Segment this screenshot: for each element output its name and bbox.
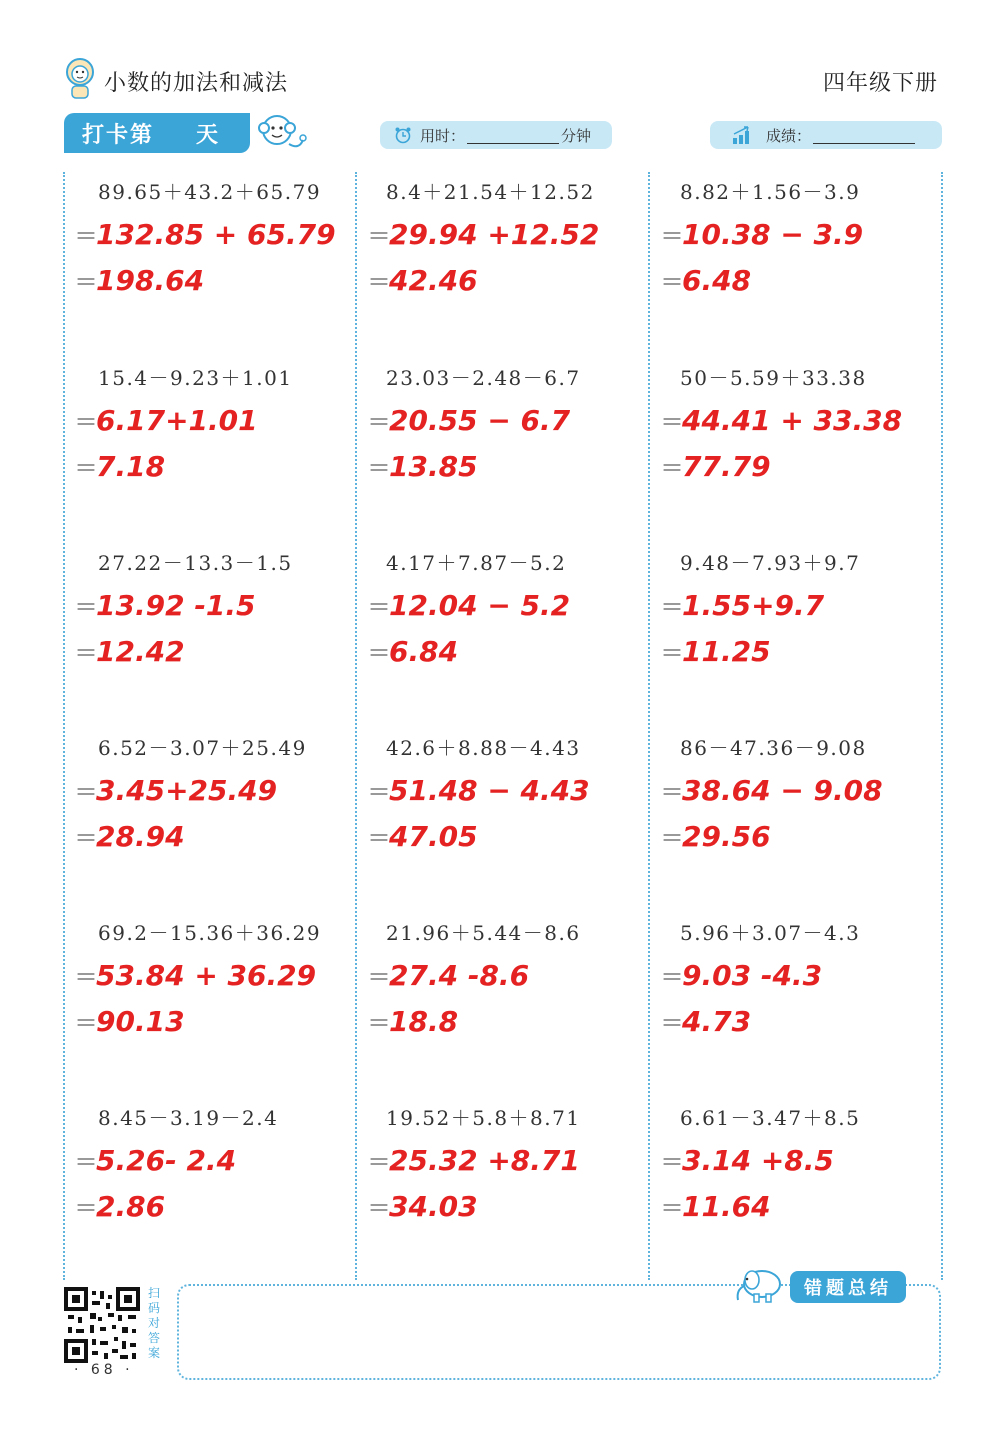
work-step-1: ＝10.38 − 3.9 xyxy=(660,218,864,251)
handwritten-step: 13.92 -1.5 xyxy=(96,589,256,622)
handwritten-answer: 90.13 xyxy=(96,1005,185,1038)
problem-cell xyxy=(652,728,932,913)
work-answer: ＝42.46 xyxy=(367,264,478,297)
time-label: 用时： xyxy=(420,126,466,145)
work-answer: ＝11.25 xyxy=(660,635,771,668)
work-step-1: ＝29.94 +12.52 xyxy=(367,218,600,251)
handwritten-answer: 4.73 xyxy=(682,1005,752,1038)
handwritten-answer: 28.94 xyxy=(96,820,185,853)
handwritten-step: 20.55 − 6.7 xyxy=(389,404,571,437)
work-step-1: ＝13.92 -1.5 xyxy=(74,589,256,622)
work-step-1: ＝6.17+1.01 xyxy=(74,404,258,437)
handwritten-answer: 77.79 xyxy=(682,450,771,483)
problem-cell xyxy=(66,172,346,357)
work-step-1: ＝3.14 +8.5 xyxy=(660,1144,834,1177)
page-title: 小数的加法和减法 xyxy=(104,71,289,96)
check-in-day-bar xyxy=(64,113,250,153)
problem-cell xyxy=(359,172,639,357)
grid-divider xyxy=(648,172,650,1280)
problem-expression: 9.48－7.93＋9.7 xyxy=(680,551,861,575)
problem-cell xyxy=(652,543,932,728)
problem-expression: 6.52－3.07＋25.49 xyxy=(98,736,307,760)
monkey-mascot-icon xyxy=(255,110,307,158)
work-answer: ＝77.79 xyxy=(660,450,771,483)
problem-expression: 4.17＋7.87－5.2 xyxy=(386,551,567,575)
handwritten-answer: 7.18 xyxy=(96,450,166,483)
page-number: · 68 · xyxy=(74,1362,134,1378)
handwritten-step: 27.4 -8.6 xyxy=(389,959,530,992)
handwritten-step: 38.64 − 9.08 xyxy=(682,774,883,807)
problem-expression: 8.82＋1.56－3.9 xyxy=(680,180,861,204)
work-step-1: ＝25.32 +8.71 xyxy=(367,1144,580,1177)
handwritten-step: 53.84 + 36.29 xyxy=(96,959,317,992)
work-step-1: ＝44.41 + 33.38 xyxy=(660,404,903,437)
work-step-1: ＝27.4 -8.6 xyxy=(367,959,530,992)
time-blank[interactable] xyxy=(467,127,559,144)
problem-expression: 8.45－3.19－2.4 xyxy=(98,1106,279,1130)
handwritten-step: 5.26- 2.4 xyxy=(96,1144,237,1177)
problem-expression: 6.61－3.47＋8.5 xyxy=(680,1106,861,1130)
work-answer: ＝4.73 xyxy=(660,1005,752,1038)
handwritten-answer: 11.25 xyxy=(682,635,771,668)
problem-expression: 50－5.59＋33.38 xyxy=(680,366,867,390)
handwritten-step: 3.45+25.49 xyxy=(96,774,278,807)
work-answer: ＝6.48 xyxy=(660,264,752,297)
work-answer: ＝12.42 xyxy=(74,635,185,668)
problem-cell xyxy=(652,1098,932,1283)
work-step-1: ＝5.26- 2.4 xyxy=(74,1144,237,1177)
problem-expression: 23.03－2.48－6.7 xyxy=(386,366,581,390)
work-answer: ＝18.8 xyxy=(367,1005,459,1038)
handwritten-answer: 6.84 xyxy=(389,635,459,668)
work-answer: ＝34.03 xyxy=(367,1190,478,1223)
work-answer: ＝6.84 xyxy=(367,635,459,668)
handwritten-step: 9.03 -4.3 xyxy=(682,959,823,992)
time-unit: 分钟 xyxy=(561,126,592,145)
problem-cell xyxy=(66,543,346,728)
handwritten-step: 132.85 + 65.79 xyxy=(96,218,336,251)
handwritten-step: 1.55+9.7 xyxy=(682,589,825,622)
work-answer: ＝29.56 xyxy=(660,820,771,853)
handwritten-step: 6.17+1.01 xyxy=(96,404,258,437)
handwritten-answer: 29.56 xyxy=(682,820,771,853)
problem-cell xyxy=(66,728,346,913)
check-in-label: 打卡第 xyxy=(82,122,155,148)
handwritten-step: 10.38 − 3.9 xyxy=(682,218,864,251)
handwritten-answer: 2.86 xyxy=(96,1190,166,1223)
problem-cell xyxy=(359,728,639,913)
work-answer: ＝2.86 xyxy=(74,1190,166,1223)
work-step-1: ＝38.64 − 9.08 xyxy=(660,774,883,807)
problem-cell xyxy=(652,913,932,1098)
problem-expression: 8.4＋21.54＋12.52 xyxy=(386,180,595,204)
problem-cell xyxy=(652,172,932,357)
elephant-icon xyxy=(732,1264,788,1304)
handwritten-step: 3.14 +8.5 xyxy=(682,1144,834,1177)
lion-logo-icon xyxy=(62,56,98,102)
problem-expression: 21.96＋5.44－8.6 xyxy=(386,921,581,945)
bar-chart-icon xyxy=(732,125,756,145)
problem-cell xyxy=(359,1098,639,1283)
work-answer: ＝47.05 xyxy=(367,820,478,853)
handwritten-step: 29.94 +12.52 xyxy=(389,218,600,251)
work-answer: ＝7.18 xyxy=(74,450,166,483)
work-answer: ＝13.85 xyxy=(367,450,478,483)
problem-expression: 89.65＋43.2＋65.79 xyxy=(98,180,322,204)
handwritten-step: 12.04 − 5.2 xyxy=(389,589,571,622)
work-step-1: ＝53.84 + 36.29 xyxy=(74,959,317,992)
grid-divider xyxy=(941,172,943,1280)
handwritten-step: 51.48 − 4.43 xyxy=(389,774,590,807)
problem-cell xyxy=(66,913,346,1098)
problem-cell xyxy=(652,358,932,543)
handwritten-answer: 42.46 xyxy=(389,264,478,297)
handwritten-answer: 18.8 xyxy=(389,1005,459,1038)
work-answer: ＝90.13 xyxy=(74,1005,185,1038)
scan-for-answers-label: 扫码对答案 xyxy=(148,1286,161,1360)
handwritten-answer: 6.48 xyxy=(682,264,752,297)
handwritten-answer: 198.64 xyxy=(96,264,205,297)
problem-cell xyxy=(359,358,639,543)
problem-cell xyxy=(359,543,639,728)
day-unit-label: 天 xyxy=(196,122,221,148)
handwritten-answer: 13.85 xyxy=(389,450,478,483)
work-step-1: ＝3.45+25.49 xyxy=(74,774,278,807)
score-label: 成绩： xyxy=(766,126,812,145)
work-answer: ＝28.94 xyxy=(74,820,185,853)
work-step-1: ＝9.03 -4.3 xyxy=(660,959,823,992)
problem-cell xyxy=(359,913,639,1098)
alarm-clock-icon xyxy=(394,126,412,144)
work-step-1: ＝51.48 − 4.43 xyxy=(367,774,590,807)
work-step-1: ＝20.55 − 6.7 xyxy=(367,404,571,437)
handwritten-answer: 34.03 xyxy=(389,1190,478,1223)
mistake-summary-label: 错题总结 xyxy=(790,1271,906,1303)
work-step-1: ＝12.04 − 5.2 xyxy=(367,589,571,622)
handwritten-answer: 11.64 xyxy=(682,1190,771,1223)
problem-expression: 15.4－9.23＋1.01 xyxy=(98,366,293,390)
handwritten-step: 25.32 +8.71 xyxy=(389,1144,580,1177)
handwritten-step: 44.41 + 33.38 xyxy=(682,404,903,437)
score-blank[interactable] xyxy=(813,127,915,144)
problem-expression: 27.22－13.3－1.5 xyxy=(98,551,293,575)
work-step-1: ＝132.85 + 65.79 xyxy=(74,218,336,251)
problem-expression: 69.2－15.36＋36.29 xyxy=(98,921,322,945)
grade-label: 四年级下册 xyxy=(822,71,938,96)
problem-expression: 86－47.36－9.08 xyxy=(680,736,867,760)
problem-expression: 19.52＋5.8＋8.71 xyxy=(386,1106,581,1130)
handwritten-answer: 12.42 xyxy=(96,635,185,668)
problem-expression: 5.96＋3.07－4.3 xyxy=(680,921,861,945)
handwritten-answer: 47.05 xyxy=(389,820,478,853)
work-answer: ＝11.64 xyxy=(660,1190,771,1223)
score-field[interactable] xyxy=(710,121,942,149)
problem-cell xyxy=(66,358,346,543)
qr-code-icon[interactable] xyxy=(64,1287,140,1363)
work-step-1: ＝1.55+9.7 xyxy=(660,589,825,622)
time-field[interactable] xyxy=(380,121,612,149)
problem-cell xyxy=(66,1098,346,1283)
work-answer: ＝198.64 xyxy=(74,264,205,297)
problem-expression: 42.6＋8.88－4.43 xyxy=(386,736,581,760)
grid-divider xyxy=(63,172,65,1280)
grid-divider xyxy=(355,172,357,1280)
